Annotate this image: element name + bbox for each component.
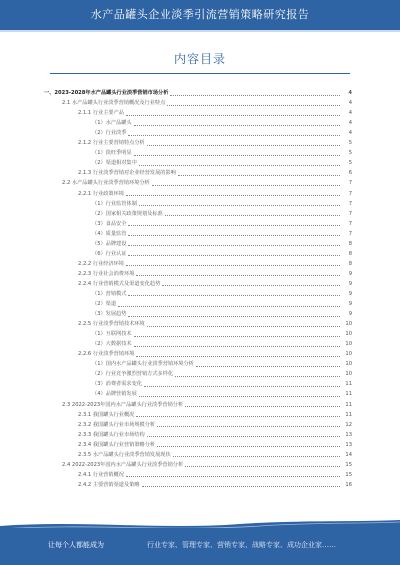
toc-leader-dots bbox=[128, 235, 340, 236]
toc-entry-page: 8 bbox=[348, 250, 352, 257]
toc-leader-dots bbox=[178, 175, 340, 176]
report-title: 水产品罐头企业淡季引流营销策略研究报告 bbox=[90, 8, 310, 21]
toc-leader-dots bbox=[165, 215, 340, 216]
toc-entry-page: 9 bbox=[348, 280, 352, 287]
toc-leader-dots bbox=[175, 376, 340, 377]
toc-entry[interactable] bbox=[0, 399, 400, 409]
toc-entry-page: 7 bbox=[348, 180, 352, 187]
toc-entry[interactable] bbox=[0, 329, 400, 339]
toc-leader-dots bbox=[139, 396, 340, 397]
toc-leader-dots bbox=[170, 95, 340, 96]
toc-entry-label: 2.1.2 行业主要营销特点分析 bbox=[78, 140, 145, 147]
toc-leader-dots bbox=[128, 255, 340, 256]
toc-leader-dots bbox=[136, 356, 340, 357]
toc-entry[interactable] bbox=[0, 349, 400, 359]
toc-entry[interactable] bbox=[0, 259, 400, 269]
toc-leader-dots bbox=[134, 336, 340, 337]
toc-entry-page: 15 bbox=[345, 471, 352, 478]
toc-entry-label: 2.4 2022-2023年国内水产品罐头行业淡季营销分析 bbox=[62, 461, 184, 468]
toc-entry-page: 9 bbox=[348, 270, 352, 277]
toc-entry-label: （4）品牌营销发展 bbox=[92, 391, 137, 398]
toc-entry-label: （3）食品安全 bbox=[92, 220, 127, 227]
toc-entry[interactable] bbox=[0, 450, 400, 460]
toc-entry-label: 2.2.3 行业社会消费环境 bbox=[78, 270, 135, 277]
toc-list bbox=[0, 88, 400, 490]
toc-entry[interactable] bbox=[0, 219, 400, 229]
toc-entry[interactable] bbox=[0, 128, 400, 138]
toc-leader-dots bbox=[139, 205, 340, 206]
toc-entry-label: （2）大数据技术 bbox=[92, 341, 132, 348]
toc-leader-dots bbox=[128, 225, 340, 226]
toc-entry[interactable] bbox=[0, 410, 400, 420]
toc-leader-dots bbox=[128, 316, 340, 317]
toc-entry-label: 2.2.5 行业淡季营销技术环境 bbox=[78, 321, 145, 328]
toc-entry-label: 2.2 水产品罐头行业淡季营销环境分析 bbox=[62, 180, 150, 187]
toc-entry-label: （2）渠道相对集中 bbox=[92, 160, 137, 167]
toc-entry-page: 7 bbox=[348, 230, 352, 237]
toc-entry-page: 11 bbox=[345, 381, 352, 388]
toc-leader-dots bbox=[147, 326, 340, 327]
header-stripe bbox=[0, 30, 400, 32]
toc-entry[interactable] bbox=[0, 369, 400, 379]
toc-leader-dots bbox=[196, 366, 340, 367]
toc-leader-dots bbox=[134, 346, 340, 347]
toc-entry-page: 10 bbox=[345, 351, 352, 358]
toc-leader-dots bbox=[185, 406, 340, 407]
toc-entry[interactable] bbox=[0, 98, 400, 108]
toc-leader-dots bbox=[152, 185, 340, 186]
toc-entry-page: 7 bbox=[348, 200, 352, 207]
toc-leader-dots bbox=[167, 105, 340, 106]
toc-entry-page: 9 bbox=[348, 311, 352, 318]
toc-entry-page: 11 bbox=[345, 391, 352, 398]
toc-entry-page: 10 bbox=[345, 371, 352, 378]
toc-entry[interactable] bbox=[0, 239, 400, 249]
toc-leader-dots bbox=[144, 386, 340, 387]
toc-leader-dots bbox=[128, 245, 340, 246]
toc-entry-page: 7 bbox=[348, 210, 352, 217]
toc-entry[interactable] bbox=[0, 359, 400, 369]
toc-leader-dots bbox=[134, 125, 340, 126]
toc-leader-dots bbox=[147, 145, 340, 146]
toc-leader-dots bbox=[126, 265, 340, 266]
toc-leader-dots bbox=[157, 446, 340, 447]
toc-entry-label: （5）品牌建设 bbox=[92, 240, 127, 247]
toc-entry-page: 9 bbox=[348, 301, 352, 308]
toc-entry-page: 6 bbox=[348, 170, 352, 177]
toc-entry[interactable] bbox=[0, 480, 400, 490]
toc-leader-dots bbox=[126, 115, 340, 116]
toc-entry-page: 14 bbox=[345, 451, 352, 458]
toc-entry-page: 12 bbox=[345, 421, 352, 428]
toc-entry-label: （1）淡旺季明显 bbox=[92, 150, 132, 157]
toc-entry-page: 10 bbox=[345, 331, 352, 338]
toc-entry[interactable] bbox=[0, 249, 400, 259]
toc-entry-page: 13 bbox=[345, 431, 352, 438]
toc-entry[interactable] bbox=[0, 118, 400, 128]
toc-entry[interactable] bbox=[0, 88, 400, 98]
toc-leader-dots bbox=[128, 295, 340, 296]
toc-entry-label: （2）国家相关政策规划及标准 bbox=[92, 210, 163, 217]
toc-entry-label: 2.4.1 行业营销概况 bbox=[78, 471, 124, 478]
toc-entry[interactable] bbox=[0, 420, 400, 430]
toc-entry-label: 2.3.3 我国罐头行业市场结构 bbox=[78, 431, 145, 438]
footer-slogan-right: 行业专家、管理专家、营销专家、战略专家、成功企业家…… bbox=[147, 541, 336, 549]
toc-entry-label: 2.2.4 行业营销模式及渠道变化趋势 bbox=[78, 280, 161, 287]
toc-entry[interactable] bbox=[0, 319, 400, 329]
toc-entry-page: 7 bbox=[348, 190, 352, 197]
toc-entry-label: （2）渠道 bbox=[92, 301, 117, 308]
toc-leader-dots bbox=[157, 426, 340, 427]
toc-leader-dots bbox=[126, 195, 340, 196]
toc-title-rule bbox=[50, 73, 350, 74]
toc-entry-page: 5 bbox=[348, 140, 352, 147]
toc-entry[interactable] bbox=[0, 108, 400, 118]
toc-entry-label: 2.3.4 我国罐头行业营销策略分析 bbox=[78, 441, 156, 448]
toc-entry[interactable] bbox=[0, 289, 400, 299]
toc-entry[interactable] bbox=[0, 148, 400, 158]
toc-leader-dots bbox=[142, 486, 340, 487]
toc-entry-label: 2.1 水产品罐头行业淡季营销概况及行业特点 bbox=[62, 100, 166, 107]
toc-entry[interactable] bbox=[0, 389, 400, 399]
toc-title: 内容目录 bbox=[173, 52, 226, 66]
toc-entry[interactable] bbox=[0, 229, 400, 239]
toc-entry-label: 2.3.1 我国罐头行业概况 bbox=[78, 411, 135, 418]
toc-leader-dots bbox=[126, 476, 340, 477]
toc-entry-page: 9 bbox=[348, 290, 352, 297]
toc-entry[interactable] bbox=[0, 379, 400, 389]
toc-entry-page: 5 bbox=[348, 150, 352, 157]
toc-entry-label: （3）发展趋势 bbox=[92, 311, 127, 318]
toc-entry-label: （1）行业监管体制 bbox=[92, 200, 137, 207]
toc-leader-dots bbox=[173, 456, 340, 457]
toc-leader-dots bbox=[185, 466, 340, 467]
toc-entry-page: 11 bbox=[345, 401, 352, 408]
toc-entry-page: 7 bbox=[348, 220, 352, 227]
toc-entry[interactable] bbox=[0, 339, 400, 349]
toc-leader-dots bbox=[128, 135, 340, 136]
toc-entry-page: 8 bbox=[348, 260, 352, 267]
toc-leader-dots bbox=[136, 275, 340, 276]
toc-entry-page: 16 bbox=[345, 481, 352, 488]
toc-entry-page: 4 bbox=[348, 100, 352, 107]
toc-entry[interactable] bbox=[0, 430, 400, 440]
toc-entry-page: 10 bbox=[345, 341, 352, 348]
toc-entry[interactable] bbox=[0, 138, 400, 148]
toc-entry[interactable] bbox=[0, 460, 400, 470]
toc-entry[interactable] bbox=[0, 199, 400, 209]
toc-leader-dots bbox=[139, 165, 340, 166]
toc-entry-label: 2.4.2 主要营销渠道及策略 bbox=[78, 481, 140, 488]
toc-entry[interactable] bbox=[0, 168, 400, 178]
toc-entry-label: （1）营销模式 bbox=[92, 290, 127, 297]
toc-entry-label: 2.3.2 我国罐头行业市场规模分析 bbox=[78, 421, 156, 428]
toc-entry-label: （1）水产品罐头 bbox=[92, 120, 132, 127]
toc-entry-page: 10 bbox=[345, 321, 352, 328]
toc-entry-page: 4 bbox=[348, 90, 352, 97]
toc-entry-label: 2.1.1 行业主要产品 bbox=[78, 110, 124, 117]
toc-entry[interactable] bbox=[0, 470, 400, 480]
toc-entry-page: 11 bbox=[345, 411, 352, 418]
toc-leader-dots bbox=[118, 306, 340, 307]
toc-entry-label: （3）消费者需求变化 bbox=[92, 381, 142, 388]
footer-slogan-left: 让每个人都能成为 bbox=[48, 541, 104, 549]
toc-leader-dots bbox=[134, 155, 340, 156]
toc-leader-dots bbox=[162, 285, 340, 286]
toc-entry-label: （2）行业竞争激烈营销方式多样化 bbox=[92, 371, 174, 378]
toc-entry-label: （1）国内水产品罐头行业淡季营销环境分析 bbox=[92, 361, 194, 368]
toc-entry-page: 4 bbox=[348, 120, 352, 127]
toc-entry[interactable] bbox=[0, 188, 400, 198]
toc-entry-label: 一、2023-2028年水产品罐头行业淡季营销市场分析 bbox=[44, 90, 169, 97]
toc-entry-page: 4 bbox=[348, 110, 352, 117]
toc-entry-label: 2.3 2022-2023年国内水产品罐头行业淡季营销分析 bbox=[62, 401, 184, 408]
toc-entry[interactable] bbox=[0, 279, 400, 289]
toc-entry-page: 8 bbox=[348, 240, 352, 247]
toc-entry-page: 4 bbox=[348, 130, 352, 137]
toc-entry[interactable] bbox=[0, 309, 400, 319]
toc-entry-page: 5 bbox=[348, 160, 352, 167]
toc-entry[interactable] bbox=[0, 269, 400, 279]
toc-entry-label: 2.3.5 水产品罐头行业淡季营销发展现状 bbox=[78, 451, 171, 458]
toc-entry[interactable] bbox=[0, 158, 400, 168]
toc-entry-label: （4）质量监管 bbox=[92, 230, 127, 237]
toc-entry-label: 2.2.1 行业政策环境 bbox=[78, 190, 124, 197]
toc-entry-page: 15 bbox=[345, 461, 352, 468]
toc-entry[interactable] bbox=[0, 178, 400, 188]
toc-entry[interactable] bbox=[0, 209, 400, 219]
toc-entry[interactable] bbox=[0, 440, 400, 450]
toc-entry-page: 13 bbox=[345, 441, 352, 448]
toc-entry-label: （6）行业认证 bbox=[92, 250, 127, 257]
toc-leader-dots bbox=[136, 416, 340, 417]
toc-entry-label: （1）互联网技术 bbox=[92, 331, 132, 338]
toc-leader-dots bbox=[147, 436, 340, 437]
toc-entry[interactable] bbox=[0, 299, 400, 309]
toc-entry-label: 2.2.2 行业经济环境 bbox=[78, 260, 124, 267]
toc-entry-label: （2）行业淡季 bbox=[92, 130, 127, 137]
toc-entry-label: 2.1.3 行业淡季营销对企业经营发展的影响 bbox=[78, 170, 176, 177]
toc-entry-page: 10 bbox=[345, 361, 352, 368]
toc-entry-label: 2.2.6 行业淡季营销环境 bbox=[78, 351, 135, 358]
